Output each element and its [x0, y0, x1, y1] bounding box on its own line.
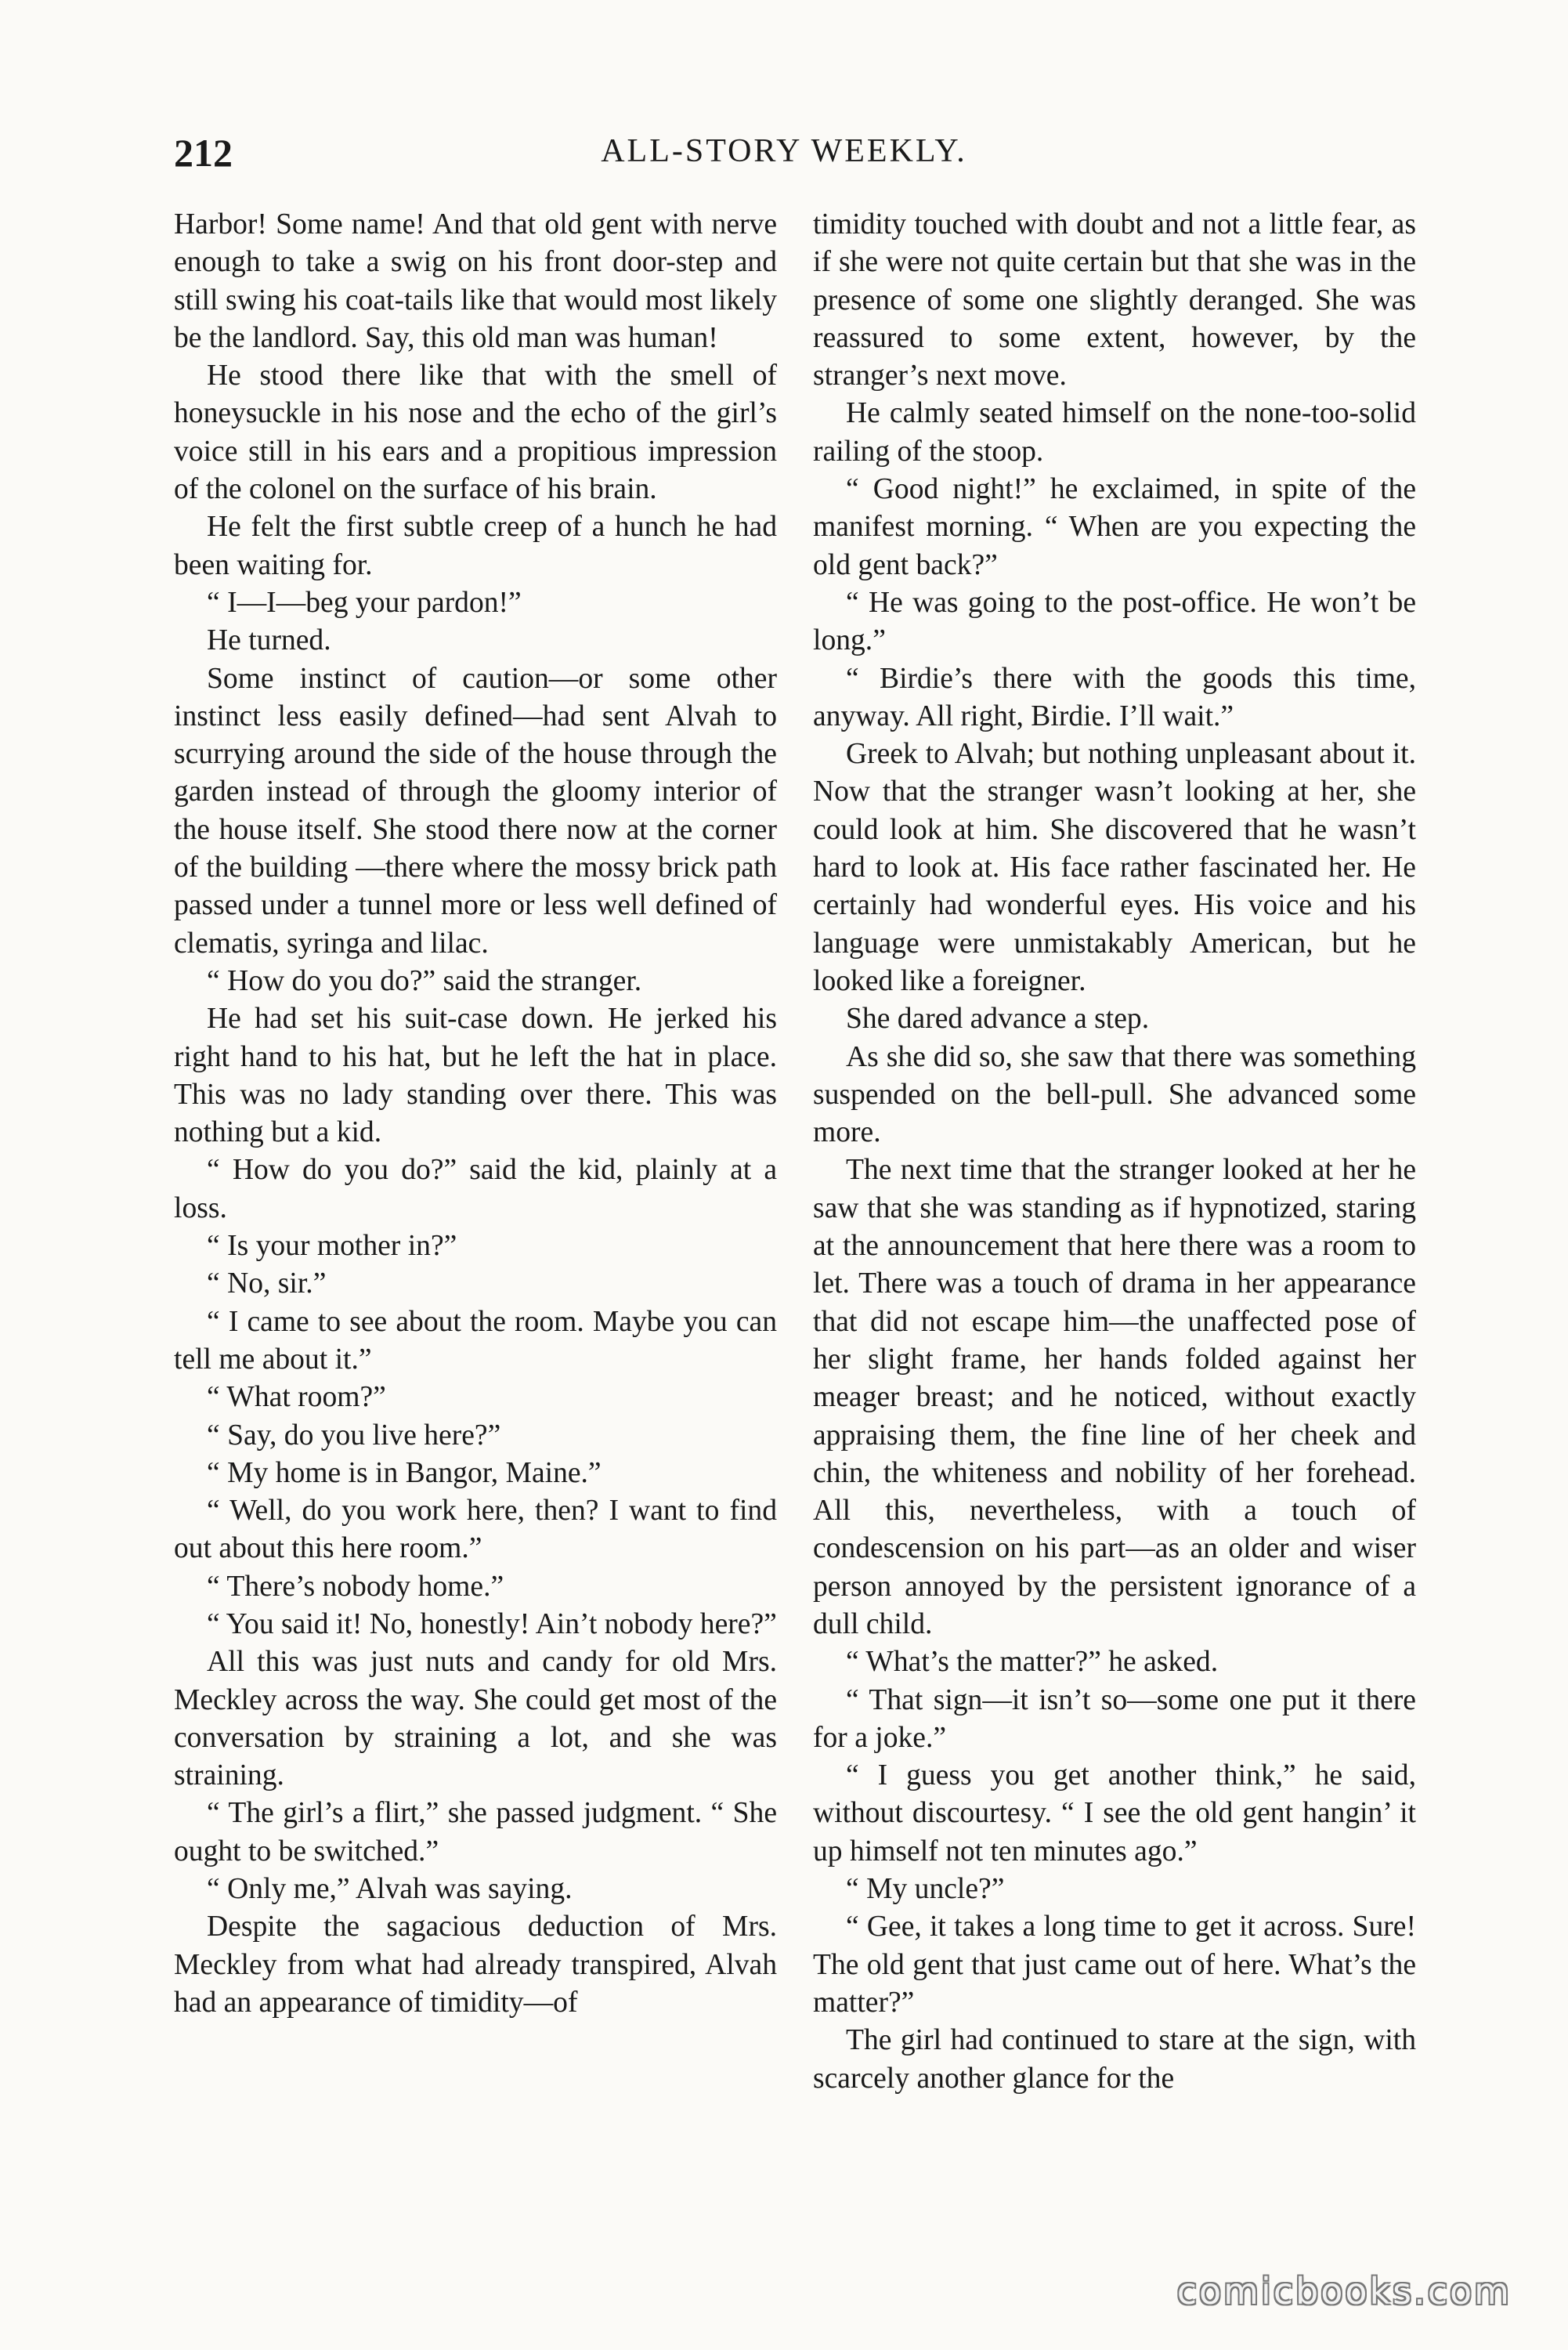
paragraph: “ Well, do you work here, then? I want to find out about this here room.” [174, 1495, 777, 1565]
paragraph: “ The girl’s a flirt,” she passed judgment. “ She ought to be switched.” [174, 1797, 777, 1867]
paragraph: Harbor! Some name! And that old gent with nerve enough to take a swig on his front door-step and still swing his coat-tails like that would most likely be the landlord. Say, this old man was human! [174, 208, 777, 354]
paragraph: “ Say, do you live here?” [207, 1419, 501, 1452]
paragraph: The next time that the stranger looked at her he saw that she was standing as if hypnotized, staring at the announcement that here there was a room to let. There was a touch of drama in her appearance that did not escape him—the unaffected pose of her slight frame, her hands folded against her meager breast; and he noticed, without exactly appraising them, the fine line of her cheek and chin, the whiteness and nobility of her forehead. All this, nevertheless, with a touch of condescension on his part—as an older and wiser person annoyed by the persistent ignorance of a dull child. [813, 1154, 1416, 1640]
paragraph: “ I came to see about the room. Maybe you can tell me about it.” [174, 1305, 777, 1376]
paragraph: “ There’s nobody home.” [207, 1570, 504, 1603]
paragraph: “ Is your mother in?” [207, 1230, 457, 1263]
paragraph: “ What’s the matter?” he asked. [846, 1646, 1219, 1679]
page-number: 212 [174, 131, 233, 175]
paragraph: “ I—I—beg your pardon!” [207, 586, 522, 619]
right-column [813, 206, 1416, 2098]
paragraph: “ My home is in Bangor, Maine.” [207, 1456, 602, 1489]
paragraph: All this was just nuts and candy for old Mrs. Meckley across the way. She could get most of the conversation by straining a lot, and she was straining. [174, 1646, 777, 1792]
paragraph: Some instinct of caution—or some other instinct less easily defined—had sent Alvah to scurrying around the side of the house through the garden instead of through the gloomy interior of the house itself. She stood there now at the corner of the building —there where the mossy brick path passed under a tunnel more or less well defined of clematis, syringa and lilac. [174, 662, 777, 960]
paragraph: He turned. [207, 624, 331, 657]
paragraph: He calmly seated himself on the none-too-solid railing of the stoop. [813, 397, 1416, 468]
paragraph: “ He was going to the post-office. He won’t be long.” [813, 586, 1416, 657]
paragraph: “ Birdie’s there with the goods this time, anyway. All right, Birdie. I’ll wait.” [813, 662, 1416, 732]
paragraph: timidity touched with doubt and not a little fear, as if she were not quite certain but that she was in the presence of some one slightly deranged. She was reassured to some extent, however, by the stranger’s next move. [813, 208, 1416, 392]
paragraph: “ Gee, it takes a long time to get it across. Sure! The old gent that just came out of here. What’s the matter?” [813, 1911, 1416, 2019]
paragraph: He stood there like that with the smell of honeysuckle in his nose and the echo of the girl’s voice still in his ears and a propitious impression of the colonel on the surface of his brain. [174, 360, 777, 506]
left-column [174, 206, 777, 2022]
paragraph: “ My uncle?” [846, 1873, 1005, 1906]
paragraph: “ How do you do?” said the kid, plainly at a loss. [174, 1154, 777, 1224]
paragraph: “ How do you do?” said the stranger. [207, 964, 642, 997]
paragraph: She dared advance a step. [846, 1003, 1150, 1036]
paragraph: He had set his suit-case down. He jerked his right hand to his hat, but he left the hat in place. This was no lady standing over there. This was nothing but a kid. [174, 1003, 777, 1149]
paragraph: “ I guess you get another think,” he said, without discourtesy. “ I see the old gent hangin’ it up himself not ten minutes ago.” [813, 1759, 1416, 1867]
paragraph: The girl had continued to stare at the sign, with scarcely another glance for the [813, 2024, 1416, 2095]
paragraph: He felt the first subtle creep of a hunch he had been waiting for. [174, 511, 777, 581]
paragraph: “ You said it! No, honestly! Ain’t nobody here?” [207, 1607, 777, 1640]
running-head: ALL-STORY WEEKLY. [601, 133, 967, 169]
paragraph: “ That sign—it isn’t so—some one put it there for a joke.” [813, 1683, 1416, 1754]
paragraph: “ What room?” [207, 1381, 386, 1414]
paragraph: “ Only me,” Alvah was saying. [207, 1873, 573, 1906]
paragraph: “ No, sir.” [207, 1267, 327, 1300]
paragraph: As she did so, she saw that there was something suspended on the bell-pull. She advanced some more. [813, 1040, 1416, 1149]
paragraph: “ Good night!” he exclaimed, in spite of the manifest morning. “ When are you expecting the old gent back?” [813, 473, 1416, 581]
paragraph: Greek to Alvah; but nothing unpleasant about it. Now that the stranger wasn’t looking at her, she could look at him. She discovered that he wasn’t hard to look at. His face rather fascinated her. He certainly had wonderful eyes. His voice and his language were unmistakably American, but he looked like a foreigner. [813, 738, 1416, 997]
watermark-logo: comicbooks.com [1176, 2270, 1512, 2312]
paragraph: Despite the sagacious deduction of Mrs. Meckley from what had already transpired, Alvah had an appearance of timidity—of [174, 1911, 777, 2019]
